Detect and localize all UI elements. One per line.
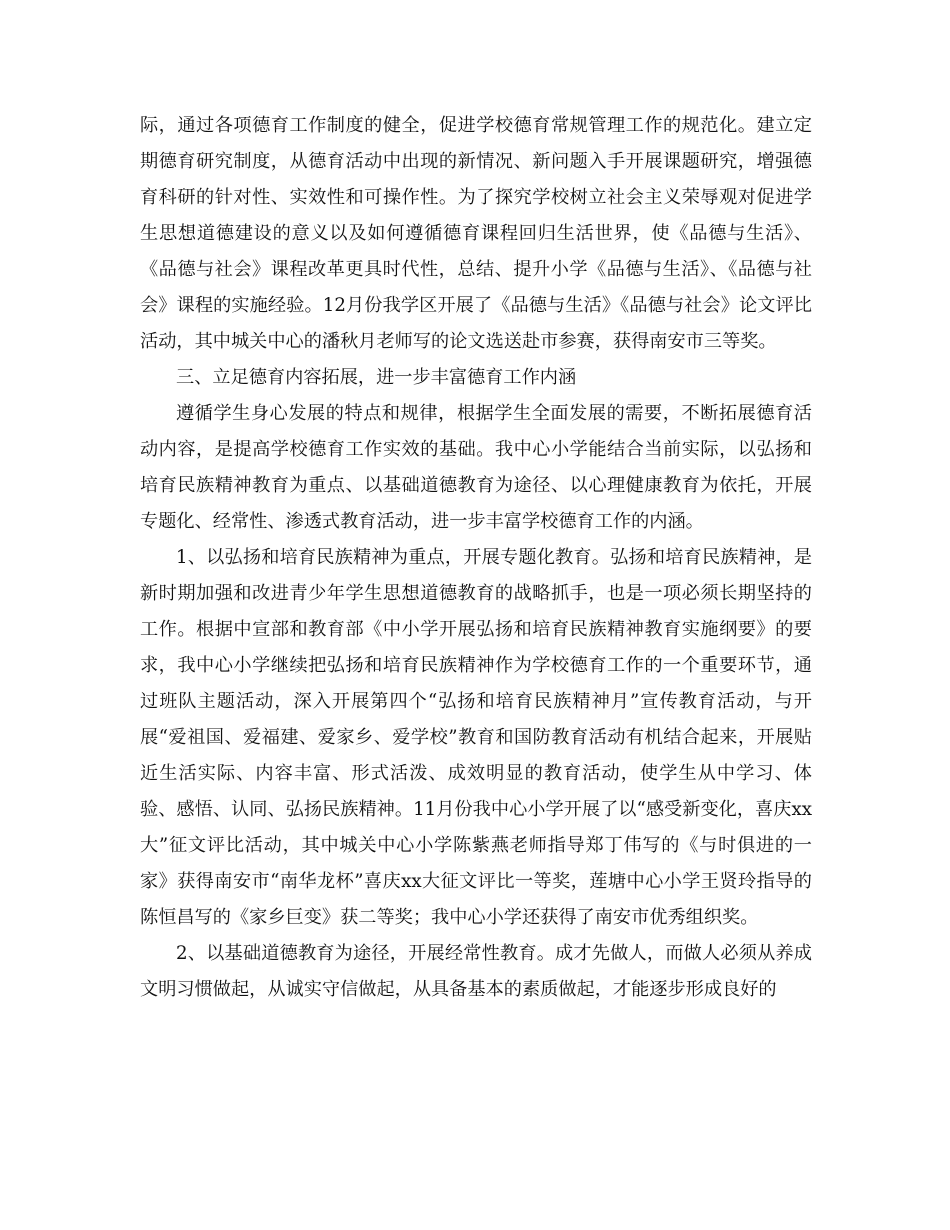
paragraph-item-1: 1、以弘扬和培育民族精神为重点，开展专题化教育。弘扬和培育民族精神，是新时期加强和改进青少年学生思想道德教育的战略抓手，也是一项必须长期坚持的工作。根据中宣部和教育部《中小学开展弘扬和培育民族精神教育实施纲要》的要求，我中心小学继续把弘扬和培育民族精神作为学校德育工作的一个重要环节，通过班队主题活动，深入开展第四个“弘扬和培育民族精神月”宣传教育活动，与开展“爱祖国、爱福建、爱家乡、爱学校”教育和国防教育活动有机结合起来，开展贴近生活实际、内容丰富、形式活泼、成效明显的教育活动，使学生从中学习、体验、感悟、认同、弘扬民族精神。11月份我中心小学开展了以“感受新变化，喜庆xx大”征文评比活动，其中城关中心小学陈紫燕老师指导郑丁伟写的《与时俱进的一家》获得南安市“南华龙杯”喜庆xx大征文评比一等奖，莲塘中心小学王贤玲指导的陈恒昌写的《家乡巨变》获二等奖；我中心小学还获得了南安市优秀组织奖。 [140, 547, 812, 928]
paragraph-section-intro: 遵循学生身心发展的特点和规律，根据学生全面发展的需要，不断拓展德育活动内容，是提高学校德育工作实效的基础。我中心小学能结合当前实际，以弘扬和培育民族精神教育为重点、以基础道德教育为途径、以心理健康教育为依托，开展专题化、经常性、渗透式教育活动，进一步丰富学校德育工作的内涵。 [140, 403, 812, 532]
paragraph-continuation: 际，通过各项德育工作制度的健全，促进学校德育常规管理工作的规范化。建立定期德育研究制度，从德育活动中出现的新情况、新问题入手开展课题研究，增强德育科研的针对性、实效性和可操作性。为了探究学校树立社会主义荣辱观对促进学生思想道德建设的意义以及如何遵循德育课程回归生活世界，使《品德与生活》、《品德与社会》课程改革更具时代性，总结、提升小学《品德与生活》、《品德与社会》课程的实施经验。12月份我学区开展了《品德与生活》《品德与社会》论文评比活动，其中城关中心的潘秋月老师写的论文选送赴市参赛，获得南安市三等奖。 [140, 115, 812, 352]
document-body [140, 108, 812, 1008]
section-heading-3: 三、立足德育内容拓展，进一步丰富德育工作内涵 [176, 367, 577, 388]
paragraph-item-2: 2、以基础道德教育为途径，开展经常性教育。成才先做人，而做人必须从养成文明习惯做起，从诚实守信做起，从具备基本的素质做起，才能逐步形成良好的 [140, 943, 812, 1000]
